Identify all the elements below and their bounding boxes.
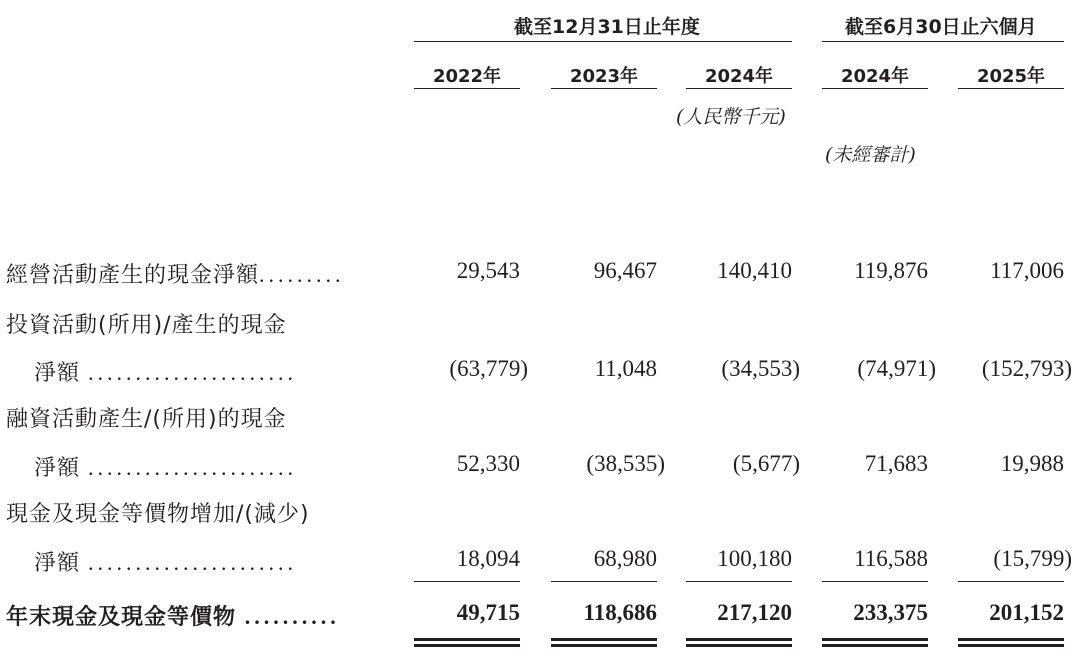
total-double-rule-2022 xyxy=(414,638,520,647)
value-operating-2022: 29,543 xyxy=(456,258,520,283)
total-double-rule-2024-interim xyxy=(822,638,928,647)
value-net-change-2025-interim: (15,799) xyxy=(993,546,1072,571)
value-investing-2024-interim: (74,971) xyxy=(857,356,936,381)
value-investing-2023: 11,048 xyxy=(594,356,657,381)
subtotal-rule-2023 xyxy=(551,581,657,582)
total-double-rule-2024 xyxy=(686,638,792,647)
value-financing-2024: (5,677) xyxy=(732,451,800,476)
row-label-text: 經營活動產生的現金淨額 xyxy=(6,263,260,288)
row-label-text: 年末現金及現金等價物 xyxy=(6,605,237,630)
group-underline-year-end xyxy=(414,41,792,42)
value-financing-2023: (38,535) xyxy=(586,451,665,476)
year-underline-2024 xyxy=(686,88,792,89)
row-label-net-change: 現金及現金等價物增加/(減少) xyxy=(6,502,310,527)
value-financing-2024-interim: 71,683 xyxy=(864,451,928,476)
value-year-end-2022: 49,715 xyxy=(456,600,520,625)
row-label-net-change-cont xyxy=(34,546,297,577)
value-net-change-2024: 100,180 xyxy=(717,546,792,571)
subtotal-rule-2022 xyxy=(414,581,520,582)
dot-leader: ...................... xyxy=(88,360,298,385)
year-header-2024: 2024年 xyxy=(704,66,774,87)
value-investing-2025-interim: (152,793) xyxy=(981,356,1072,381)
total-double-rule-2025-interim xyxy=(958,638,1064,647)
unaudited-note: (未經審計) xyxy=(825,144,916,166)
value-investing-2024: (34,553) xyxy=(721,356,800,381)
value-financing-2025-interim: 19,988 xyxy=(1000,451,1064,476)
total-double-rule-2023 xyxy=(551,638,657,647)
row-label-investing-cont xyxy=(34,356,297,387)
value-operating-2023: 96,467 xyxy=(593,258,657,283)
group-underline-six-months xyxy=(822,41,1064,42)
row-label-financing-cont xyxy=(34,451,297,482)
year-underline-2024-interim xyxy=(822,88,928,89)
value-year-end-2025-interim: 201,152 xyxy=(989,600,1064,625)
dot-leader: ......... xyxy=(259,262,345,287)
group-header-six-months: 截至6月30日止六個月 xyxy=(845,16,1037,38)
subtotal-rule-2025-interim xyxy=(958,581,1064,582)
year-header-2023: 2023年 xyxy=(569,66,639,87)
dot-leader: ...................... xyxy=(88,455,298,480)
row-label-text: 淨額 xyxy=(34,361,81,386)
subtotal-rule-2024 xyxy=(686,581,792,582)
row-label-text: 淨額 xyxy=(34,551,81,576)
dot-leader: .......... xyxy=(244,604,340,629)
row-label-financing: 融資活動產生/(所用)的現金 xyxy=(6,407,287,432)
value-year-end-2024: 217,120 xyxy=(717,600,792,625)
row-label-year-end-cash xyxy=(6,600,340,631)
value-operating-2024: 140,410 xyxy=(717,258,792,283)
group-header-year-end: 截至12月31日止年度 xyxy=(514,16,700,38)
year-underline-2022 xyxy=(414,88,520,89)
row-label-investing: 投資活動(所用)/產生的現金 xyxy=(6,313,287,338)
unit-note: (人民幣千元) xyxy=(676,106,786,128)
year-header-2024-interim: 2024年 xyxy=(840,66,910,87)
value-year-end-2024-interim: 233,375 xyxy=(853,600,928,625)
row-label-operating xyxy=(6,258,345,289)
subtotal-rule-2024-interim xyxy=(822,581,928,582)
value-financing-2022: 52,330 xyxy=(456,451,520,476)
year-header-2022: 2022年 xyxy=(432,66,502,87)
value-year-end-2023: 118,686 xyxy=(583,600,657,625)
year-underline-2023 xyxy=(551,88,657,89)
value-net-change-2023: 68,980 xyxy=(593,546,657,571)
value-net-change-2022: 18,094 xyxy=(456,546,520,571)
value-operating-2025-interim: 117,006 xyxy=(990,258,1064,283)
value-operating-2024-interim: 119,876 xyxy=(854,258,928,283)
value-net-change-2024-interim: 116,588 xyxy=(854,546,928,571)
dot-leader: ...................... xyxy=(88,550,298,575)
year-underline-2025-interim xyxy=(958,88,1064,89)
year-header-2025-interim: 2025年 xyxy=(976,66,1046,87)
value-investing-2022: (63,779) xyxy=(449,356,528,381)
row-label-text: 淨額 xyxy=(34,456,81,481)
